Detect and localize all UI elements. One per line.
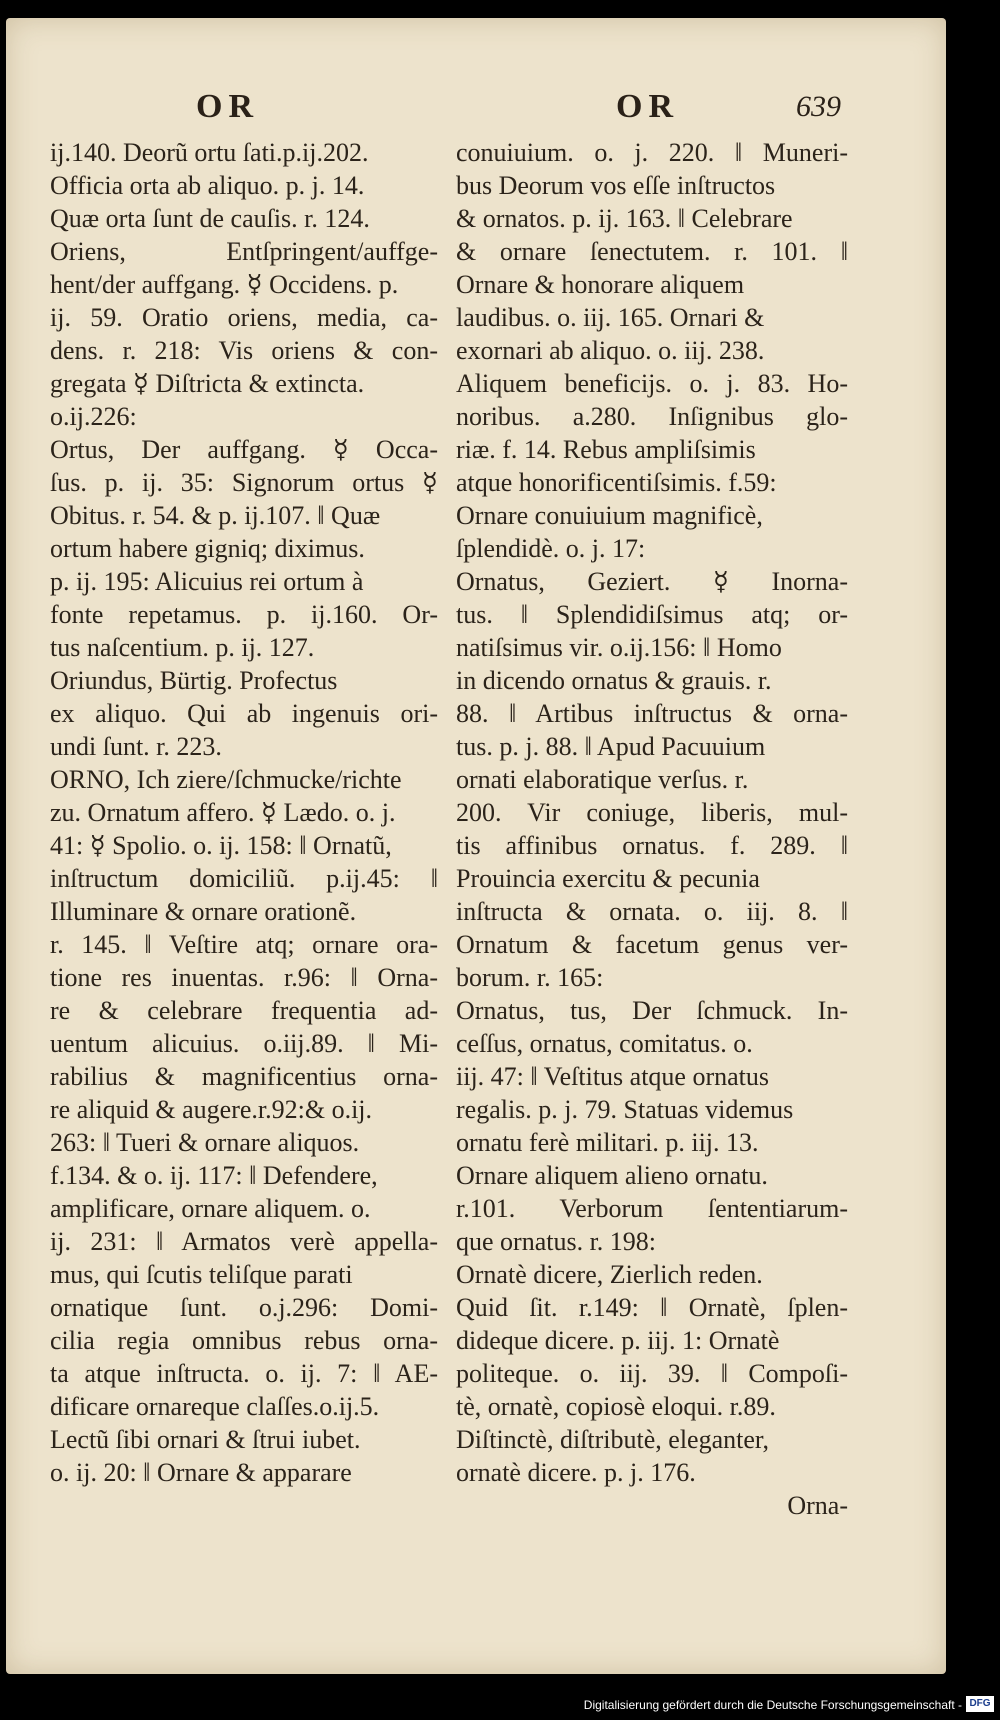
text-line: o. ij. 20: ‖ Ornare & apparare (50, 1458, 352, 1487)
text-line: bus Deorum vos eſſe inſtructos (456, 171, 776, 200)
text-line: borum. r. 165: (456, 963, 604, 992)
running-head-left: OR (196, 88, 259, 125)
text-line: regalis. p. j. 79. Statuas videmus (456, 1095, 794, 1124)
text-line: inſtructum domiciliũ. p.ij.45: ‖ (50, 864, 438, 893)
text-line: dens. r. 218: Vis oriens & con- (50, 336, 438, 365)
text-line: & ornatos. p. ij. 163. ‖ Celebrare (456, 204, 793, 233)
text-line: amplificare, ornare aliquem. o. (50, 1194, 371, 1223)
text-line: laudibus. o. iij. 165. Ornari & (456, 303, 765, 332)
text-line: Lectũ ſibi ornari & ſtrui iubet. (50, 1425, 361, 1454)
text-line: re & celebrare frequentia ad- (50, 996, 438, 1025)
text-line: Ornatè dicere, Zierlich reden. (456, 1260, 763, 1289)
text-line: politeque. o. iij. 39. ‖ Compoſi- (456, 1359, 848, 1388)
text-line: undi ſunt. r. 223. (50, 732, 222, 761)
text-line: dificare ornareque claſſes.o.ij.5. (50, 1392, 380, 1421)
text-line: dideque dicere. p. iij. 1: Ornatè (456, 1326, 780, 1355)
text-line: Officia orta ab aliquo. p. j. 14. (50, 171, 365, 200)
text-line: Ornatus, Geziert. ☿ Inorna- (456, 567, 848, 596)
text-line: Ornatus, tus, Der ſchmuck. In- (456, 996, 848, 1025)
text-line: r. 145. ‖ Veſtire atq; ornare ora- (50, 930, 438, 959)
text-line: natiſsimus vir. o.ij.156: ‖ Homo (456, 633, 782, 662)
text-line: riæ. f. 14. Rebus ampliſsimis (456, 435, 756, 464)
text-line: ij.140. Deorũ ortu ſati.p.ij.202. (50, 138, 369, 167)
text-line: Obitus. r. 54. & p. ij.107. ‖ Quæ (50, 501, 381, 530)
text-line: Aliquem beneficijs. o. j. 83. Ho- (456, 369, 848, 398)
text-line: r.101. Verborum ſententiarum- (456, 1194, 848, 1223)
text-line: conuiuium. o. j. 220. ‖ Muneri- (456, 138, 848, 167)
funding-credit: Digitalisierung gefördert durch die Deutsche Forschungsgemeinschaft - (583, 1698, 962, 1712)
text-line: tus. p. j. 88. ‖ Apud Pacuuium (456, 732, 766, 761)
book-page (6, 18, 946, 1674)
text-line: Diſtinctè, diſtributè, eleganter, (456, 1425, 770, 1454)
text-line: Quid ſit. r.149: ‖ Ornatè, ſplen- (456, 1293, 848, 1322)
text-line: ta atque inſtructa. o. ij. 7: ‖ AE- (50, 1359, 438, 1388)
text-line: gregata ☿ Diſtricta & extincta. (50, 369, 365, 398)
left-column (50, 136, 438, 1489)
text-line: hent/der auffgang. ☿ Occidens. p. (50, 270, 399, 299)
text-line: in dicendo ornatus & grauis. r. (456, 666, 772, 695)
text-line: ornatè dicere. p. j. 176. (456, 1458, 696, 1487)
text-line: atque honorificentiſsimis. f.59: (456, 468, 777, 497)
text-line: Ornatum & facetum genus ver- (456, 930, 848, 959)
page-number: 639 (796, 90, 841, 123)
text-line: ij. 59. Oratio oriens, media, ca- (50, 303, 438, 332)
text-line: Ornare aliquem alieno ornatu. (456, 1161, 768, 1190)
right-column (456, 136, 848, 1522)
text-line: Quæ orta ſunt de cauſis. r. 124. (50, 204, 370, 233)
text-line: tione res inuentas. r.96: ‖ Orna- (50, 963, 438, 992)
text-line: Oriundus, Bürtig. Profectus (50, 666, 338, 695)
text-line: ſus. p. ij. 35: Signorum ortus ☿ (50, 468, 438, 497)
dfg-logo: DFG (966, 1696, 994, 1712)
text-line: tus. ‖ Splendidiſsimus atq; or- (456, 600, 848, 629)
text-line: fonte repetamus. p. ij.160. Or- (50, 600, 438, 629)
text-line: cilia regia omnibus rebus orna- (50, 1326, 438, 1355)
text-line: tè, ornatè, copiosè eloqui. r.89. (456, 1392, 776, 1421)
digitization-footer (0, 1690, 1000, 1720)
text-line: & ornare ſenectutem. r. 101. ‖ (456, 237, 848, 266)
text-line: 263: ‖ Tueri & ornare aliquos. (50, 1128, 360, 1157)
text-line: ceſſus, ornatus, comitatus. o. (456, 1029, 753, 1058)
text-line: ex aliquo. Qui ab ingenuis ori- (50, 699, 438, 728)
text-line: Oriens, Entſpringent/auffge- (50, 237, 438, 266)
text-line: ORNO, Ich ziere/ſchmucke/richte (50, 765, 402, 794)
running-head-right: OR (616, 88, 679, 125)
text-line: ornatique ſunt. o.j.296: Domi- (50, 1293, 438, 1322)
text-line: p. ij. 195: Alicuius rei ortum à (50, 567, 364, 596)
text-line: exornari ab aliquo. o. iij. 238. (456, 336, 765, 365)
text-line: Ortus, Der auffgang. ☿ Occa- (50, 435, 438, 464)
text-line: Ornare conuiuium magnificè, (456, 501, 763, 530)
text-line: Orna- (787, 1491, 848, 1520)
running-head (6, 88, 946, 136)
text-line: rabilius & magnificentius orna- (50, 1062, 438, 1091)
text-line: ij. 231: ‖ Armatos verè appella- (50, 1227, 438, 1256)
text-line: que ornatus. r. 198: (456, 1227, 657, 1256)
text-line: 200. Vir coniuge, liberis, mul- (456, 798, 848, 827)
text-line: noribus. a.280. Inſignibus glo- (456, 402, 848, 431)
text-line: Ornare & honorare aliquem (456, 270, 745, 299)
text-line: mus, qui ſcutis teliſque parati (50, 1260, 353, 1289)
text-line: Illuminare & ornare orationẽ. (50, 897, 357, 926)
text-line: 41: ☿ Spolio. o. ij. 158: ‖ Ornatũ, (50, 831, 392, 860)
text-line: re aliquid & augere.r.92:& o.ij. (50, 1095, 373, 1124)
text-line: f.134. & o. ij. 117: ‖ Defendere, (50, 1161, 378, 1190)
text-line: tis affinibus ornatus. f. 289. ‖ (456, 831, 848, 860)
text-line: Prouincia exercitu & pecunia (456, 864, 760, 893)
text-line: iij. 47: ‖ Veſtitus atque ornatus (456, 1062, 770, 1091)
text-line: inſtructa & ornata. o. iij. 8. ‖ (456, 897, 848, 926)
text-line: ornati elaboratique verſus. r. (456, 765, 749, 794)
text-line: o.ij.226: (50, 402, 137, 431)
text-line: ſplendidè. o. j. 17: (456, 534, 646, 563)
text-line: tus naſcentium. p. ij. 127. (50, 633, 315, 662)
text-line: ortum habere gigniq; diximus. (50, 534, 365, 563)
text-line: 88. ‖ Artibus inſtructus & orna- (456, 699, 848, 728)
text-line: ornatu ferè militari. p. iij. 13. (456, 1128, 759, 1157)
text-line: uentum alicuius. o.iij.89. ‖ Mi- (50, 1029, 438, 1058)
text-line: zu. Ornatum affero. ☿ Lædo. o. j. (50, 798, 396, 827)
